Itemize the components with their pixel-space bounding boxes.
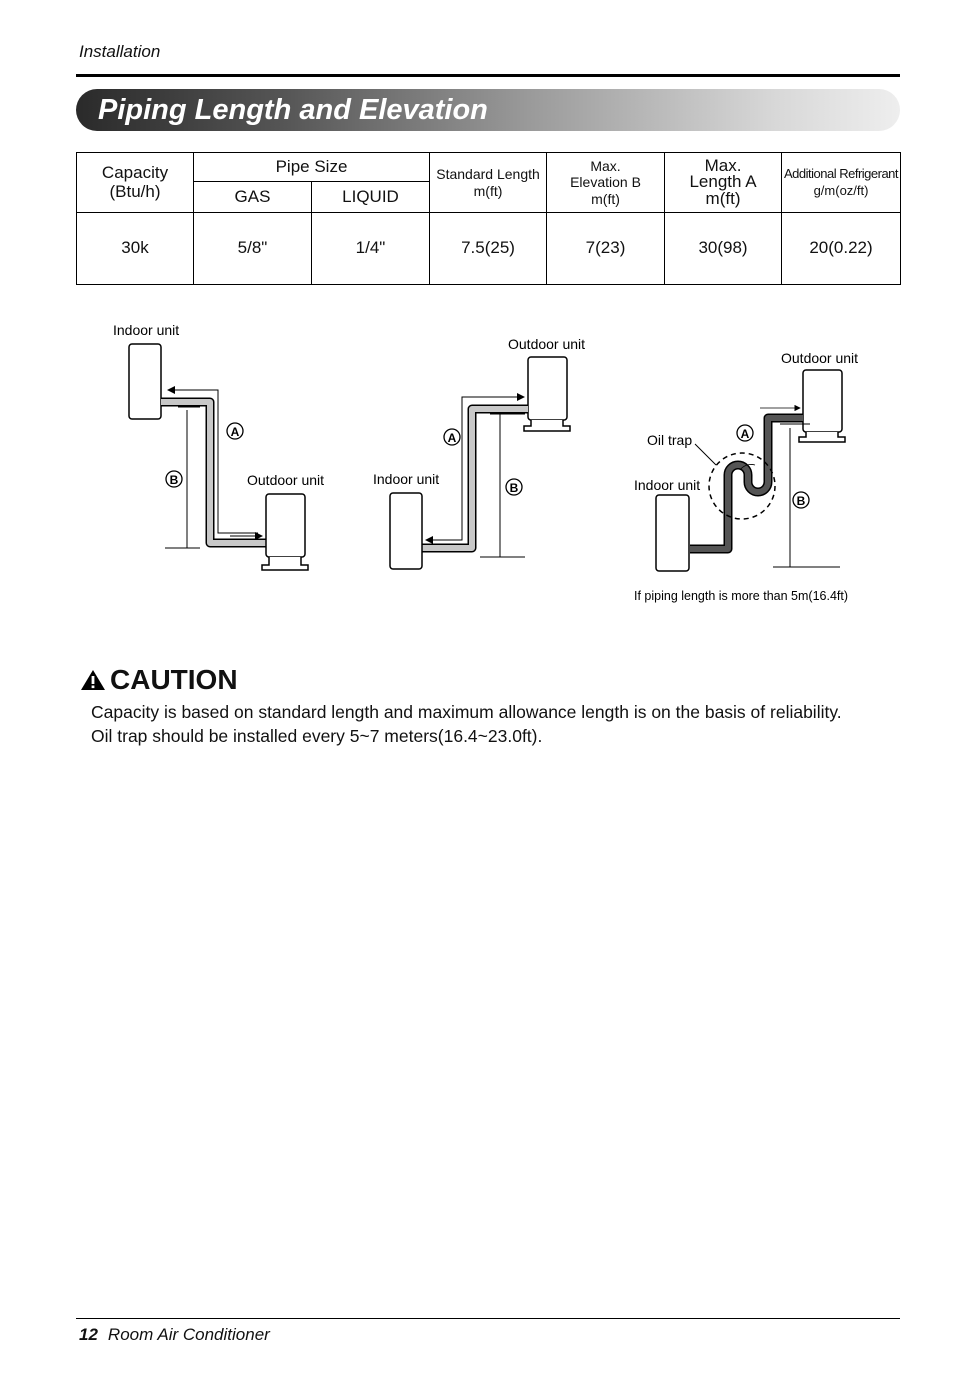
fig3-marker-a: A	[740, 427, 750, 441]
cell-max-elevation: 7(23)	[547, 213, 665, 285]
fig3-outdoor-label: Outdoor unit	[781, 350, 859, 366]
footer-doc-title: Room Air Conditioner	[107, 1325, 270, 1344]
header-standard-length	[430, 153, 547, 213]
header-elev-line3: m(ft)	[591, 190, 620, 207]
header-ref-line1: Additional Refrigerant	[784, 165, 899, 181]
cell-standard-length: 7.5(25)	[430, 213, 547, 285]
header-max-elevation	[547, 153, 665, 213]
header-ref-line2: g/m(oz/ft)	[813, 182, 869, 198]
header-elev-line2: Elevation B	[570, 174, 641, 191]
cell-additional-refrigerant: 20(0.22)	[782, 213, 901, 285]
header-max-length	[665, 153, 782, 213]
table-row	[77, 213, 901, 285]
header-capacity-line1: Capacity	[101, 162, 169, 182]
fig1-flow-line	[208, 390, 258, 533]
fig3-indoor-label: Indoor unit	[634, 477, 701, 493]
caution-line-1: Capacity is based on standard length and maximum allowance length is on the basis of reliability.	[91, 702, 842, 722]
fig2-outdoor-unit	[528, 357, 567, 420]
fig1-outdoor-label: Outdoor unit	[247, 472, 325, 488]
fig3-oil-trap-label: Oil trap	[647, 432, 693, 448]
fig3-oil-trap-leader	[695, 444, 716, 465]
fig2-indoor-label: Indoor unit	[373, 471, 440, 487]
caution-title: CAUTION	[110, 664, 238, 695]
figure-outdoor-above	[373, 336, 585, 569]
bottom-rule	[76, 1318, 900, 1319]
title-bar	[76, 89, 900, 131]
fig1-marker-a: A	[230, 425, 240, 439]
fig2-marker-b: B	[509, 481, 519, 495]
fig2-indoor-unit	[390, 493, 422, 569]
figure-oil-trap	[634, 350, 858, 603]
caution-line-2: Oil trap should be installed every 5~7 meters(16.4~23.0ft).	[91, 726, 543, 746]
fig3-outdoor-base	[799, 432, 845, 442]
header-std-line1: Standard Length	[436, 166, 540, 183]
fig3-outdoor-unit	[803, 370, 842, 432]
section-label: Installation	[79, 42, 161, 61]
header-liquid: LIQUID	[312, 182, 430, 213]
cell-max-length: 30(98)	[665, 213, 782, 285]
cell-gas: 5/8"	[194, 213, 312, 285]
caution-text	[91, 700, 911, 748]
top-rule	[76, 74, 900, 77]
header-additional-refrigerant	[782, 153, 901, 213]
table-header-row	[77, 153, 901, 182]
fig1-marker-b: B	[169, 473, 179, 487]
header-len-line3: m(ft)	[705, 188, 741, 208]
header-len-line1: Max.	[704, 156, 742, 176]
fig2-outdoor-base	[524, 420, 570, 431]
fig2-outdoor-label: Outdoor unit	[508, 336, 586, 352]
header-pipe-size: Pipe Size	[194, 153, 430, 182]
warning-icon	[80, 668, 106, 692]
figure-indoor-above	[113, 322, 324, 570]
fig3-indoor-unit	[656, 495, 689, 571]
page-number: 12	[79, 1325, 98, 1344]
header-std-line2: m(ft)	[473, 182, 503, 199]
fig1-outdoor-unit	[266, 494, 305, 557]
header-elev-line1: Max.	[590, 158, 621, 175]
cell-liquid: 1/4"	[312, 213, 430, 285]
spec-table	[76, 152, 901, 285]
header-capacity-line2: (Btu/h)	[109, 181, 161, 201]
header-len-line2: Length A	[689, 172, 757, 192]
fig1-indoor-unit	[129, 344, 161, 419]
fig1-indoor-label: Indoor unit	[113, 322, 180, 338]
fig3-marker-b: B	[796, 494, 806, 508]
fig3-note: If piping length is more than 5m(16.4ft)	[634, 589, 849, 603]
header-capacity	[77, 153, 194, 213]
piping-diagram	[0, 300, 954, 620]
fig1-outdoor-base	[262, 557, 308, 570]
caution-heading	[80, 664, 238, 696]
fig2-marker-a: A	[447, 431, 457, 445]
page-title: Piping Length and Elevation	[98, 94, 488, 126]
header-gas: GAS	[194, 182, 312, 213]
cell-capacity: 30k	[77, 213, 194, 285]
footer	[79, 1325, 270, 1345]
